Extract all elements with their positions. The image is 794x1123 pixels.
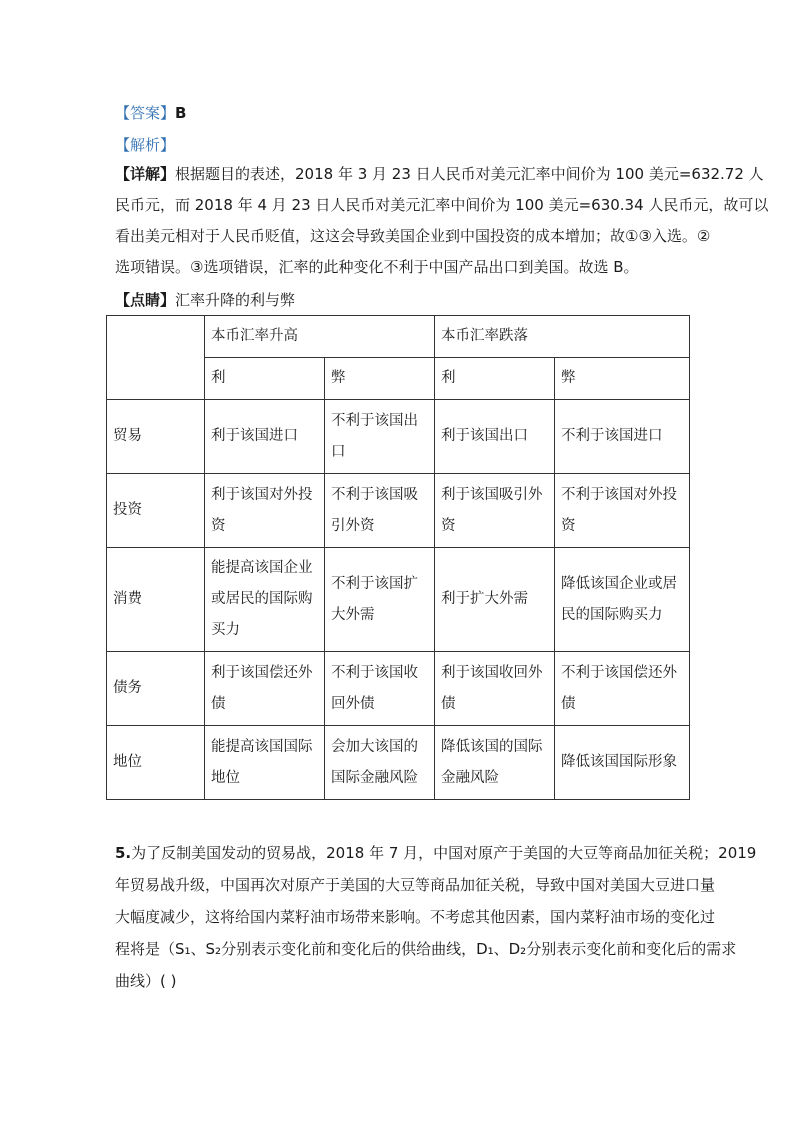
tip-line [115, 290, 295, 310]
cell-line: 利于该国出口 [441, 428, 528, 444]
table-cell [325, 652, 435, 726]
cell-line: 不利于该国出 [331, 412, 418, 429]
table-group-header-row [107, 316, 690, 358]
question-line-2: 年贸易战升级，中国再次对原产于美国的大豆等商品加征关税，导致中国对美国大豆进口量 [115, 876, 716, 894]
question-number: 5. [115, 844, 132, 862]
table-cell [435, 400, 555, 474]
question-text-1: 为了反制美国发动的贸易战，2018 年 7 月，中国对原产于美国的大豆等商品加征关税；2019 [131, 844, 757, 862]
detail-line-1 [115, 159, 764, 190]
question-line-4: 程将是（S₁、S₂分别表示变化前和变化后的供给曲线，D₁、D₂分别表示变化前和变化后的需求 [115, 940, 737, 958]
cell-line: 不利于该国收 [331, 664, 418, 681]
answer-line [115, 103, 186, 123]
table-cell [555, 652, 690, 726]
sub-header-cell: 利 [435, 358, 555, 400]
table-cell [325, 474, 435, 548]
table-cell [555, 726, 690, 800]
cell-line: 资 [561, 517, 576, 534]
sub-header-cell: 弊 [555, 358, 690, 400]
cell-line: 能提高该国国际 [211, 738, 313, 755]
tip-text: 汇率升降的利与弊 [175, 291, 296, 309]
cell-line: 会加大该国的 [331, 738, 418, 755]
cell-line: 引外资 [331, 517, 375, 534]
cell-line: 不利于该国进口 [561, 428, 663, 444]
cell-line: 不利于该国偿还外 [561, 664, 677, 681]
detail-line-3: 看出美元相对于人民币贬值，这这会导致美国企业到中国投资的成本增加；故①③入选。② [115, 227, 711, 245]
cell-line: 债 [561, 695, 576, 712]
cell-line: 或居民的国际购 [211, 591, 313, 607]
table-cell [205, 474, 325, 548]
cell-line: 资 [211, 517, 226, 534]
analysis-label: 【解析】 [115, 136, 176, 154]
cell-line: 利于该国收回外 [441, 664, 543, 681]
cell-line: 不利于该国扩 [331, 575, 418, 592]
cell-line: 地位 [211, 769, 240, 786]
table-cell [435, 726, 555, 800]
table-cell [325, 726, 435, 800]
table-row [107, 726, 690, 800]
row-label-cell: 消费 [107, 548, 205, 652]
table-cell [555, 474, 690, 548]
cell-line: 买力 [211, 622, 240, 638]
cell-line: 国际金融风险 [331, 769, 418, 786]
table-row [107, 400, 690, 474]
table-cell [325, 548, 435, 652]
table-cell [205, 726, 325, 800]
cell-line: 利于该国吸引外 [441, 486, 543, 503]
table-cell [435, 474, 555, 548]
cell-line: 利于该国进口 [211, 428, 298, 444]
cell-line: 民的国际购买力 [561, 606, 663, 623]
cell-line: 回外债 [331, 695, 375, 712]
cell-line: 债 [441, 695, 456, 712]
answer-value: B [175, 104, 187, 122]
cell-line: 利于该国对外投 [211, 486, 313, 503]
question-line-1 [115, 837, 757, 869]
cell-line: 利于该国偿还外 [211, 664, 313, 681]
exchange-rate-table [106, 315, 690, 800]
row-label-cell: 贸易 [107, 400, 205, 474]
cell-line: 口 [331, 443, 346, 460]
cell-line: 金融风险 [441, 769, 499, 786]
cell-line: 不利于该国对外投 [561, 486, 677, 503]
row-label-cell: 地位 [107, 726, 205, 800]
cell-line: 降低该国的国际 [441, 738, 543, 755]
detail-line-2: 民币元，而 2018 年 4 月 23 日人民币对美元汇率中间价为 100 美元=630.34 人民币元，故可以 [115, 196, 769, 214]
detail-paragraph [115, 159, 769, 283]
detail-label: 【详解】 [115, 165, 176, 183]
tip-label: 【点睛】 [115, 291, 176, 309]
cell-line: 利于扩大外需 [441, 591, 528, 607]
cell-line: 大外需 [331, 606, 375, 623]
detail-line-4: 选项错误。③选项错误，汇率的此种变化不利于中国产品出口到美国。故选 B。 [115, 258, 639, 276]
row-label-cell: 债务 [107, 652, 205, 726]
group-header-fall: 本币汇率跌落 [435, 316, 690, 358]
table-corner-cell [107, 316, 205, 400]
answer-label: 【答案】 [115, 104, 176, 122]
table-cell [205, 548, 325, 652]
table-cell [205, 400, 325, 474]
cell-line: 降低该国国际形象 [561, 754, 677, 770]
detail-text-1: 根据题目的表述，2018 年 3 月 23 日人民币对美元汇率中间价为 100 美元=632.72 人 [175, 165, 764, 183]
question-line-5: 曲线）( ) [115, 972, 177, 990]
table-cell [435, 548, 555, 652]
sub-header-cell: 利 [205, 358, 325, 400]
table-cell [555, 400, 690, 474]
table-cell [205, 652, 325, 726]
table-cell [555, 548, 690, 652]
cell-line: 降低该国企业或居 [561, 575, 677, 592]
cell-line: 资 [441, 517, 456, 534]
row-label-cell: 投资 [107, 474, 205, 548]
table-cell [325, 400, 435, 474]
cell-line: 债 [211, 695, 226, 712]
group-header-rise: 本币汇率升高 [205, 316, 435, 358]
analysis-line [115, 135, 175, 155]
table-row [107, 652, 690, 726]
question-line-3: 大幅度减少，这将给国内菜籽油市场带来影响。不考虑其他因素，国内菜籽油市场的变化过 [115, 908, 716, 926]
table-cell [435, 652, 555, 726]
sub-header-cell: 弊 [325, 358, 435, 400]
table-row [107, 548, 690, 652]
table-row [107, 474, 690, 548]
question-paragraph [115, 837, 757, 997]
cell-line: 不利于该国吸 [331, 486, 418, 503]
cell-line: 能提高该国企业 [211, 560, 313, 576]
